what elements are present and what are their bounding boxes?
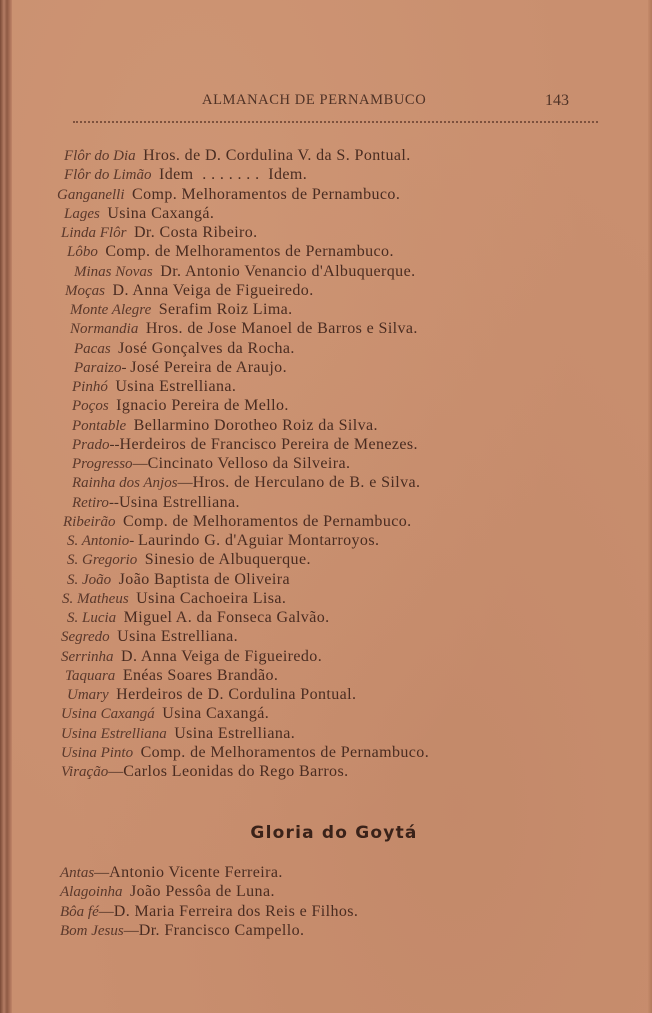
section-title: Gloria do Goytá xyxy=(250,823,418,843)
estate-name: Alagoinha xyxy=(60,884,123,901)
estate-owner: Usina Caxangá. xyxy=(162,705,270,723)
estate-list xyxy=(0,146,652,781)
entry-separator: — xyxy=(108,764,124,780)
entry-separator xyxy=(138,321,146,337)
estate-entry xyxy=(0,416,652,435)
entry-separator xyxy=(123,884,131,900)
estate-owner: Ignacio Pereira de Mello. xyxy=(116,397,289,415)
entry-separator: — xyxy=(177,475,193,492)
entry-separator xyxy=(151,302,159,318)
estate-name: Moças xyxy=(65,282,105,299)
estate-owner: Miguel A. da Fonseca Galvão. xyxy=(123,609,330,626)
estate-name: Bom Jesus xyxy=(60,922,124,939)
estate-entry xyxy=(0,165,652,184)
estate-entry xyxy=(0,550,652,569)
estate-owner: Usina Estrelliana. xyxy=(117,628,239,646)
estate-name: Lages xyxy=(64,205,100,222)
entry-separator: — xyxy=(123,922,139,939)
entry-separator xyxy=(125,187,133,203)
estate-name: Usina Pinto xyxy=(61,744,134,761)
estate-name: S. João xyxy=(67,571,112,588)
estate-owner: Bellarmino Dorotheo Roiz da Silva. xyxy=(133,416,378,434)
estate-entry xyxy=(0,454,652,473)
entry-separator xyxy=(133,745,141,761)
entry-separator: -- xyxy=(109,436,120,453)
estate-entry xyxy=(0,743,652,762)
entry-separator xyxy=(126,418,134,434)
entry-separator xyxy=(115,668,123,684)
estate-owner: Hros. de Herculano de B. e Silva. xyxy=(192,474,421,492)
estate-owner: Idem . . . . . . . Idem. xyxy=(159,166,308,184)
estate-name: Progresso xyxy=(72,456,133,472)
estate-owner: Usina Caxangá. xyxy=(107,204,215,222)
entry-separator: — xyxy=(132,456,148,472)
estate-owner: D. Anna Veiga de Figueiredo. xyxy=(112,281,314,299)
entry-separator: — xyxy=(98,903,114,920)
estate-name: S. Matheus xyxy=(62,590,129,607)
entry-separator: - xyxy=(121,359,131,376)
estate-entry xyxy=(0,570,652,589)
estate-entry xyxy=(0,473,652,492)
running-title: ALMANACH DE PERNAMBUCO xyxy=(202,92,427,108)
estate-name: Umary xyxy=(67,687,109,703)
entry-separator: — xyxy=(94,865,110,881)
estate-entry xyxy=(0,300,652,319)
estate-name: Lôbo xyxy=(67,244,98,261)
estate-name: Minas Novas xyxy=(74,263,153,280)
estate-entry xyxy=(0,185,652,204)
estate-name: Prado xyxy=(72,436,110,453)
estate-name: Paraizo xyxy=(74,359,122,376)
estate-name: S. Gregorio xyxy=(67,552,138,569)
estate-owner: Comp. de Melhoramentos de Pernambuco. xyxy=(123,512,412,530)
estate-owner: Antonio Vicente Ferreira. xyxy=(109,864,283,881)
estate-owner: Herdeiros de D. Cordulina Pontual. xyxy=(116,686,357,703)
estate-owner: Comp. Melhoramentos de Pernambuco. xyxy=(132,185,401,203)
estate-owner: João Pessôa de Luna. xyxy=(130,883,275,901)
entry-separator: -- xyxy=(108,494,119,511)
estate-name: Taquara xyxy=(65,667,116,684)
estate-entry xyxy=(0,882,652,901)
estate-entry xyxy=(0,704,652,723)
entry-separator xyxy=(116,514,124,530)
estate-name: Flôr do Limão xyxy=(64,167,152,184)
estate-owner: João Baptista de Oliveira xyxy=(118,570,290,588)
estate-owner: Laurindo G. d'Aguiar Montarroyos. xyxy=(137,532,380,549)
estate-owner: Sinesio de Albuquerque. xyxy=(144,551,311,569)
estate-owner: Hros. de D. Cordulina V. da S. Pontual. xyxy=(143,147,411,164)
estate-owner: D. Anna Veiga de Figueiredo. xyxy=(121,647,323,665)
estate-owner: Dr. Antonio Venancio d'Albuquerque. xyxy=(160,262,416,280)
estate-entry xyxy=(0,685,652,704)
entry-separator xyxy=(111,572,119,588)
estate-name: Linda Flôr xyxy=(61,225,127,241)
estate-entry xyxy=(0,396,652,415)
estate-name: Normandia xyxy=(70,321,139,338)
estate-name: Poços xyxy=(72,398,109,415)
estate-entry xyxy=(0,902,652,921)
estate-name: Rainha dos Anjos xyxy=(72,475,178,492)
entry-separator xyxy=(152,167,160,183)
estate-entry xyxy=(0,666,652,685)
estate-entry xyxy=(0,863,652,882)
entry-separator: - xyxy=(129,533,138,549)
estate-name: Flôr do Dia xyxy=(64,148,136,164)
estate-entry xyxy=(0,242,652,261)
estate-entry xyxy=(0,724,652,743)
estate-entry xyxy=(0,146,652,165)
entry-separator xyxy=(105,283,113,299)
estate-owner: Usina Cachoeira Lisa. xyxy=(136,589,287,607)
estate-owner: D. Maria Ferreira dos Reis e Filhos. xyxy=(113,902,359,920)
estate-name: S. Lucia xyxy=(67,610,117,626)
estate-entry xyxy=(0,435,652,454)
estate-owner: Usina Estrelliana. xyxy=(115,378,237,395)
entry-separator xyxy=(137,552,145,568)
estate-entry xyxy=(0,493,652,512)
estate-entry xyxy=(0,204,652,223)
estate-name: Bôa fé xyxy=(60,903,99,920)
estate-name: Usina Estrelliana xyxy=(61,725,167,742)
estate-name: S. Antonio xyxy=(67,533,130,549)
estate-name: Pontable xyxy=(72,417,127,434)
entry-separator xyxy=(114,649,122,665)
estate-entry xyxy=(0,358,652,377)
entry-separator xyxy=(116,610,124,626)
page-header xyxy=(0,92,652,114)
estate-entry xyxy=(0,921,652,940)
estate-name: Viração xyxy=(61,764,109,780)
estate-entry xyxy=(0,512,652,531)
estate-owner: José Gonçalves da Rocha. xyxy=(118,339,295,357)
estate-name: Pacas xyxy=(74,340,111,357)
estate-entry xyxy=(0,762,652,781)
estate-owner: Usina Estrelliana. xyxy=(174,724,296,742)
estate-name: Antas xyxy=(60,865,95,881)
estate-owner: Carlos Leonidas do Rego Barros. xyxy=(123,763,349,780)
estate-owner: Comp. de Melhoramentos de Pernambuco. xyxy=(105,243,394,261)
estate-entry xyxy=(0,377,652,396)
estate-entry xyxy=(0,281,652,300)
estate-name: Pinhó xyxy=(72,379,108,395)
estate-entry xyxy=(0,627,652,646)
estate-name: Ganganelli xyxy=(57,186,125,203)
estate-owner: Dr. Francisco Campello. xyxy=(138,921,305,939)
estate-owner: Herdeiros de Francisco Pereira de Menezes. xyxy=(119,435,418,453)
estate-owner: Dr. Costa Ribeiro. xyxy=(133,224,258,241)
estate-entry xyxy=(0,647,652,666)
estate-entry xyxy=(0,589,652,608)
estate-owner: Comp. de Melhoramentos de Pernambuco. xyxy=(140,743,430,761)
estate-name: Usina Caxangá xyxy=(61,706,155,723)
estate-owner: Cincinato Velloso da Silveira. xyxy=(147,455,351,472)
estate-entry xyxy=(0,608,652,627)
entry-separator xyxy=(126,225,134,241)
estate-name: Serrinha xyxy=(61,648,114,665)
entry-separator xyxy=(110,629,118,645)
estate-entry xyxy=(0,262,652,281)
estate-owner: Serafim Roiz Lima. xyxy=(158,301,293,318)
estate-owner: Enéas Soares Brandão. xyxy=(122,666,279,684)
page-number: 143 xyxy=(545,92,569,109)
estate-name: Segredo xyxy=(61,629,110,646)
estate-entry xyxy=(0,531,652,550)
header-dotted-rule xyxy=(73,121,598,123)
estate-owner: José Pereira de Araujo. xyxy=(130,358,287,376)
estate-entry xyxy=(0,223,652,242)
estate-owner: Usina Estrelliana. xyxy=(118,493,240,511)
estate-name: Monte Alegre xyxy=(70,302,152,318)
estate-name: Retiro xyxy=(72,494,109,511)
estate-entry xyxy=(0,319,652,338)
estate-entry xyxy=(0,339,652,358)
estate-owner: Hros. de Jose Manoel de Barros e Silva. xyxy=(145,320,418,338)
section-estate-list xyxy=(0,863,652,940)
estate-name: Ribeirão xyxy=(63,513,116,530)
